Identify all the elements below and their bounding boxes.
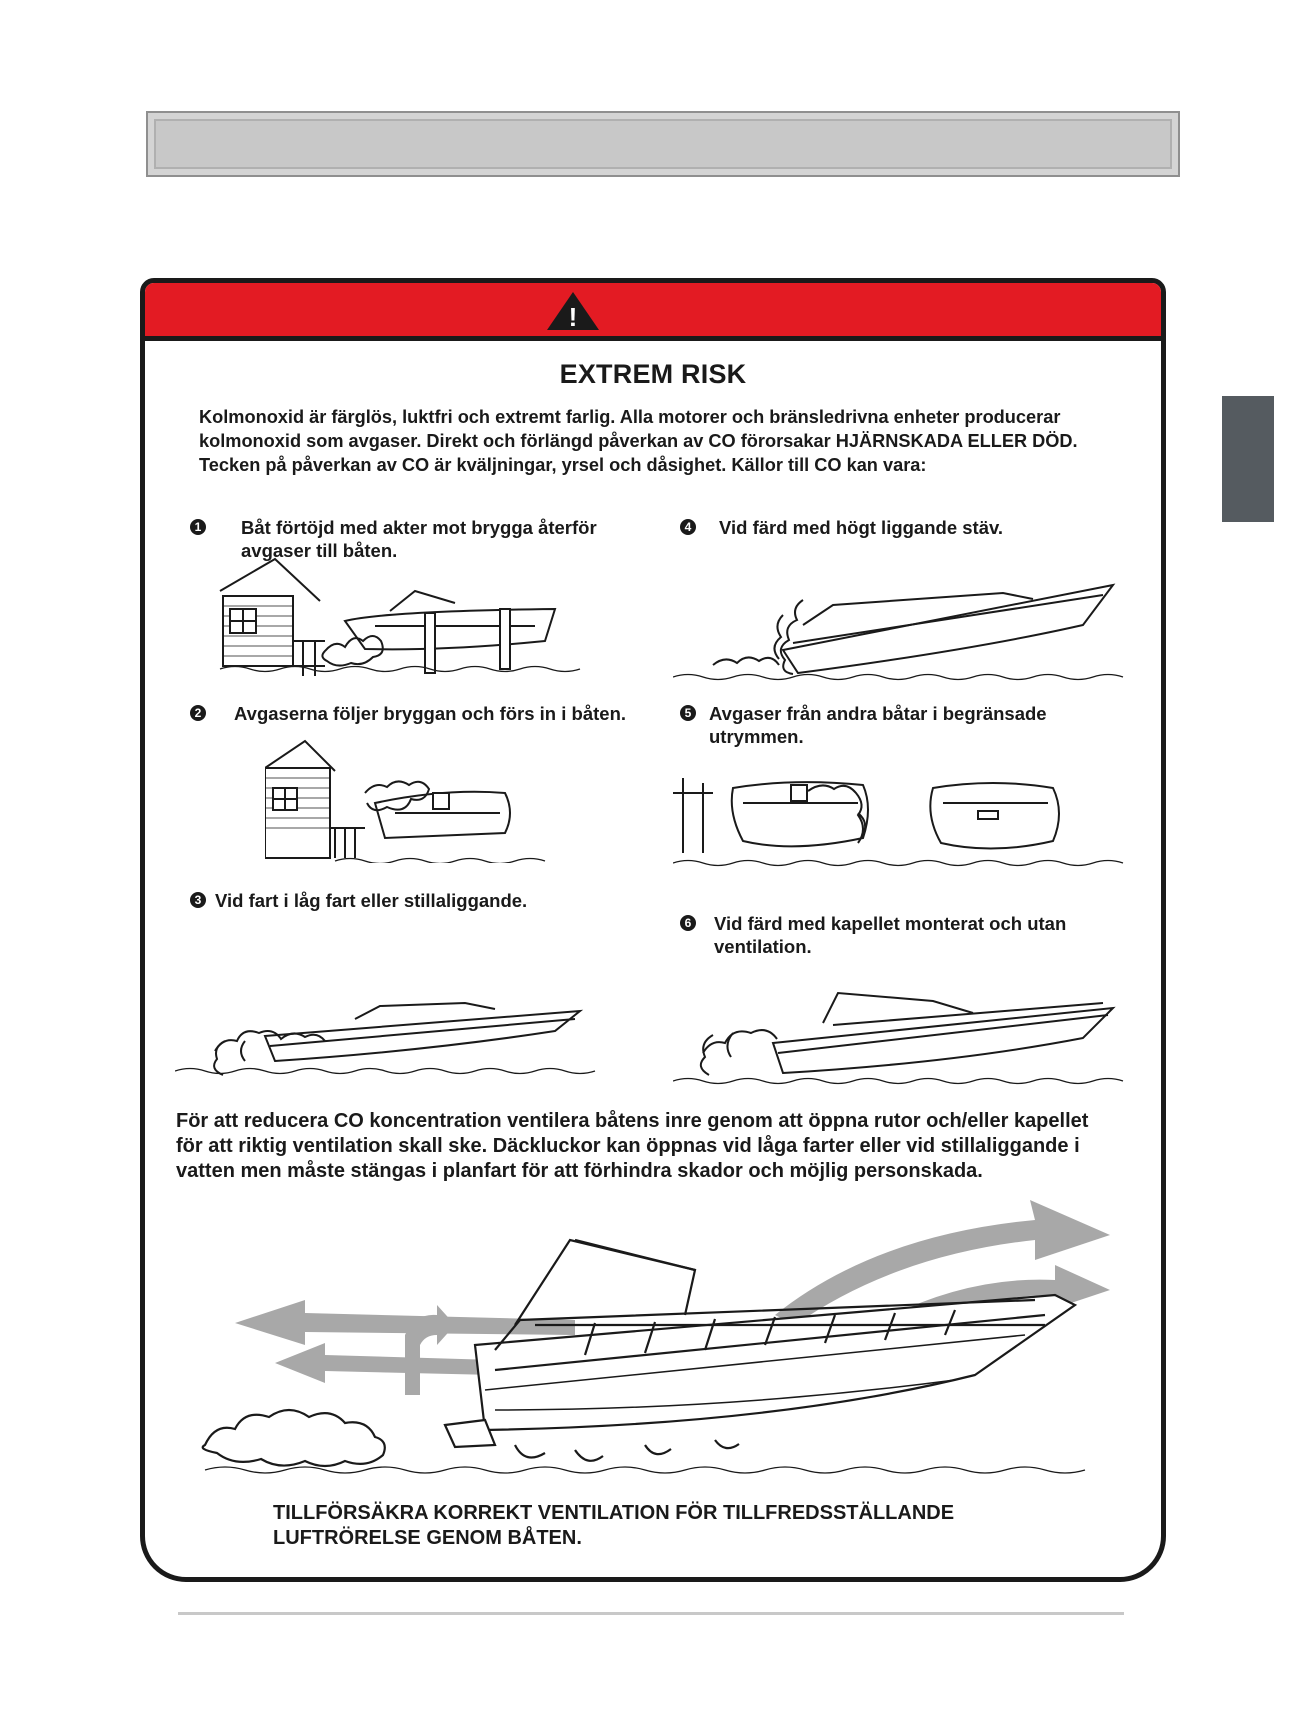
step-4-number: 4 bbox=[680, 519, 696, 535]
ventilation-line-3: vatten men måste stängas i planfart för att förhindra skador och möjlig personskada. bbox=[176, 1160, 983, 1182]
footer-rule bbox=[178, 1612, 1124, 1615]
step-1-line-1: Båt förtöjd med akter mot brygga återför bbox=[241, 517, 597, 538]
step-5-line-2: utrymmen. bbox=[709, 726, 804, 747]
step-3-text bbox=[215, 889, 527, 912]
step-3-number: 3 bbox=[190, 892, 206, 908]
illustration-ventilated-boat bbox=[175, 1195, 1135, 1485]
step-2-number: 2 bbox=[190, 705, 206, 721]
illustration-canopy-no-ventilation bbox=[673, 963, 1133, 1093]
co-warning-panel bbox=[140, 278, 1166, 1582]
step-5-line-1: Avgaser från andra båtar i begränsade bbox=[709, 703, 1047, 724]
ventilation-line-2: för att riktig ventilation skall ske. Däckluckor kan öppnas vid låga farter eller vid stillaliggande i bbox=[176, 1135, 1080, 1157]
closing-statement bbox=[273, 1501, 1093, 1551]
chapter-side-tab bbox=[1222, 396, 1274, 522]
step-6-number: 6 bbox=[680, 915, 696, 931]
illustration-bow-high bbox=[673, 555, 1133, 685]
warning-banner bbox=[145, 283, 1161, 341]
section-header-bar bbox=[146, 111, 1180, 177]
warning-triangle-icon bbox=[545, 290, 601, 332]
step-6-line-2: ventilation. bbox=[714, 936, 812, 957]
step-2-line-1: Avgaserna följer bryggan och förs in i båten. bbox=[234, 703, 627, 724]
step-1-line-2: avgaser till båten. bbox=[241, 540, 398, 561]
panel-title: EXTREM RISK bbox=[559, 359, 747, 389]
step-1-number: 1 bbox=[190, 519, 206, 535]
intro-line-1: Kolmonoxid är färglös, luktfri och extremt farlig. Alla motorer och bränsledrivna enheter producerar bbox=[199, 407, 1061, 427]
step-4-text bbox=[719, 516, 1003, 539]
closing-line-1: TILLFÖRSÄKRA KORREKT VENTILATION FÖR TILLFREDSSTÄLLANDE bbox=[273, 1502, 955, 1524]
intro-paragraph bbox=[199, 405, 1139, 477]
ventilation-paragraph bbox=[176, 1109, 1136, 1184]
step-2-text bbox=[234, 702, 626, 725]
ventilation-line-1: För att reducera CO koncentration ventilera båtens inre genom att öppna rutor och/eller kapellet bbox=[176, 1110, 1089, 1132]
warning-symbol: ! bbox=[568, 302, 578, 332]
closing-line-2: LUFTRÖRELSE GENOM BÅTEN. bbox=[273, 1527, 582, 1549]
step-3-line-1: Vid fart i låg fart eller stillaliggande. bbox=[215, 890, 528, 911]
intro-line-3: Tecken på påverkan av CO är kväljningar, yrsel och dåsighet. Källor till CO kan vara: bbox=[199, 455, 927, 475]
illustration-stern-to-dock bbox=[215, 551, 615, 681]
illustration-other-boats bbox=[673, 763, 1133, 873]
illustration-low-speed bbox=[175, 971, 605, 1091]
step-5-number: 5 bbox=[680, 705, 696, 721]
step-6-line-1: Vid färd med kapellet monterat och utan bbox=[714, 913, 1067, 934]
step-6-text bbox=[714, 912, 1066, 958]
step-5-text bbox=[709, 702, 1047, 748]
illustration-dock-exhaust bbox=[265, 733, 585, 863]
intro-line-2: kolmonoxid som avgaser. Direkt och förlängd påverkan av CO förorsakar HJÄRNSKADA ELLER DÖD. bbox=[199, 431, 1078, 451]
step-4-line-1: Vid färd med högt liggande stäv. bbox=[719, 517, 1004, 538]
